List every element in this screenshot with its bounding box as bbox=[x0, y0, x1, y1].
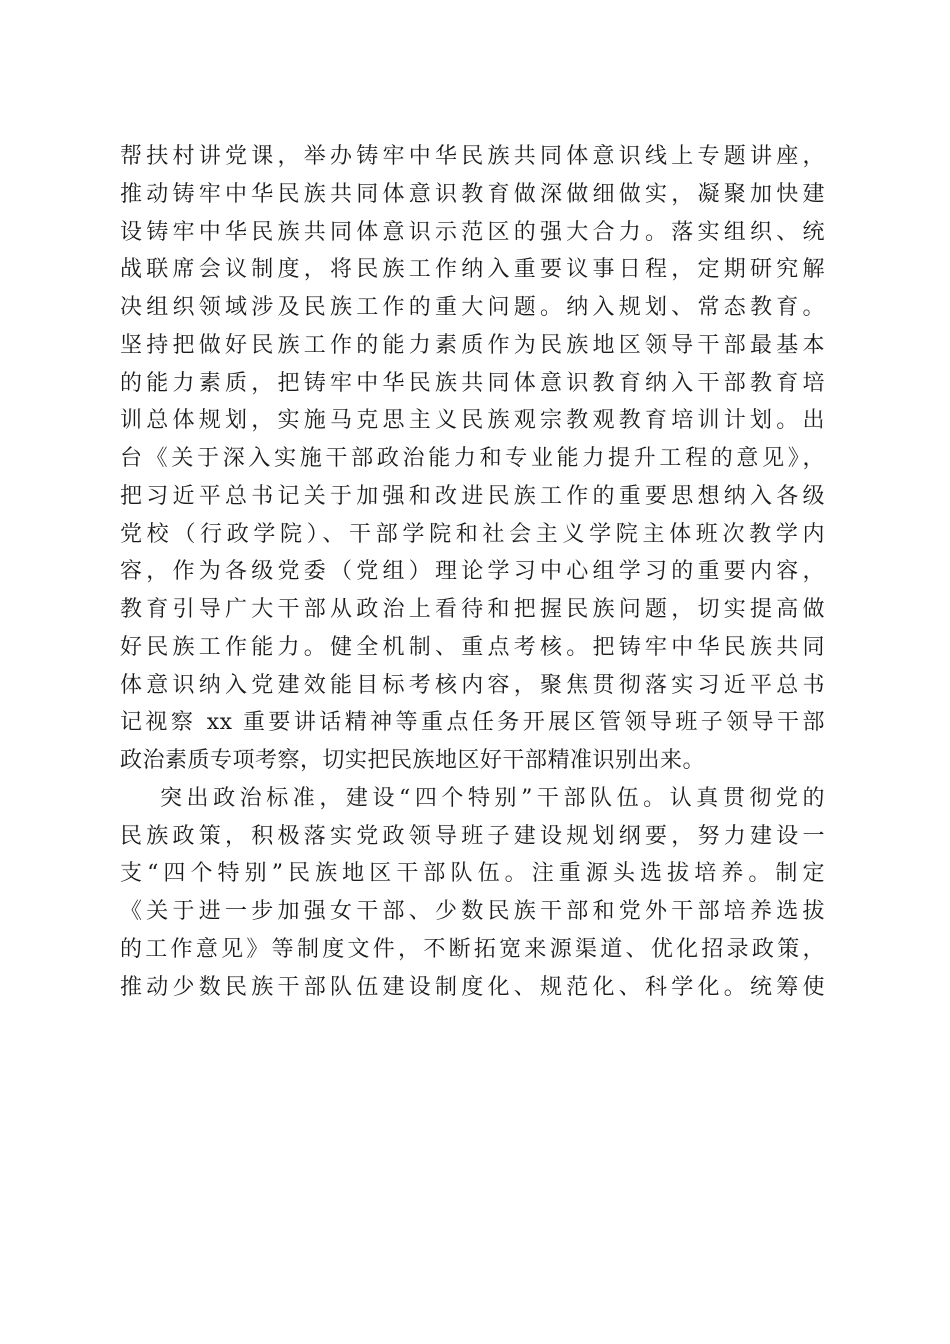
paragraph-start-line: 突出政治标准，建设“四个特别”干部队伍。认真贯彻党的 bbox=[160, 785, 825, 811]
text-line: 战联席会议制度，将民族工作纳入重要议事日程，定期研究解 bbox=[120, 257, 825, 283]
text-line: 民族政策，积极落实党政领导班子建设规划纲要，努力建设一 bbox=[120, 823, 825, 849]
text-line: 把习近平总书记关于加强和改进民族工作的重要思想纳入各级 bbox=[120, 483, 825, 509]
body-text bbox=[120, 138, 825, 1006]
paragraph-end-line: 政治素质专项考察，切实把民族地区好干部精准识别出来。 bbox=[120, 748, 706, 773]
text-line: 好民族工作能力。健全机制、重点考核。把铸牢中华民族共同 bbox=[120, 634, 825, 660]
text-line: 体意识纳入党建效能目标考核内容，聚焦贯彻落实习近平总书 bbox=[120, 672, 825, 698]
text-line: 党校（行政学院）、干部学院和社会主义学院主体班次教学内 bbox=[120, 521, 825, 547]
text-line: 坚持把做好民族工作的能力素质作为民族地区领导干部最基本 bbox=[120, 332, 825, 358]
text-line: 推动少数民族干部队伍建设制度化、规范化、科学化。统筹使 bbox=[120, 974, 825, 1000]
text-line: 容，作为各级党委（党组）理论学习中心组学习的重要内容， bbox=[120, 559, 825, 585]
text-line: 训总体规划，实施马克思主义民族观宗教观教育培训计划。出 bbox=[120, 408, 825, 434]
text-line: 台《关于深入实施干部政治能力和专业能力提升工程的意见》， bbox=[120, 446, 825, 471]
text-line: 决组织领域涉及民族工作的重大问题。纳入规划、常态教育。 bbox=[120, 295, 825, 320]
text-line: 支“四个特别”民族地区干部队伍。注重源头选拔培养。制定 bbox=[120, 861, 825, 887]
text-line: 帮扶村讲党课，举办铸牢中华民族共同体意识线上专题讲座， bbox=[120, 144, 825, 169]
text-line: 《关于进一步加强女干部、少数民族干部和党外干部培养选拔 bbox=[120, 899, 825, 924]
text-line: 的能力素质，把铸牢中华民族共同体意识教育纳入干部教育培 bbox=[120, 370, 825, 396]
text-line: 教育引导广大干部从政治上看待和把握民族问题，切实提高做 bbox=[120, 597, 825, 622]
text-line: 记视察 xx 重要讲话精神等重点任务开展区管领导班子领导干部 bbox=[120, 710, 825, 736]
text-line: 的工作意见》等制度文件，不断拓宽来源渠道、优化招录政策， bbox=[120, 936, 825, 962]
text-line: 推动铸牢中华民族共同体意识教育做深做细做实，凝聚加快建 bbox=[120, 181, 825, 207]
text-line: 设铸牢中华民族共同体意识示范区的强大合力。落实组织、统 bbox=[120, 219, 825, 245]
